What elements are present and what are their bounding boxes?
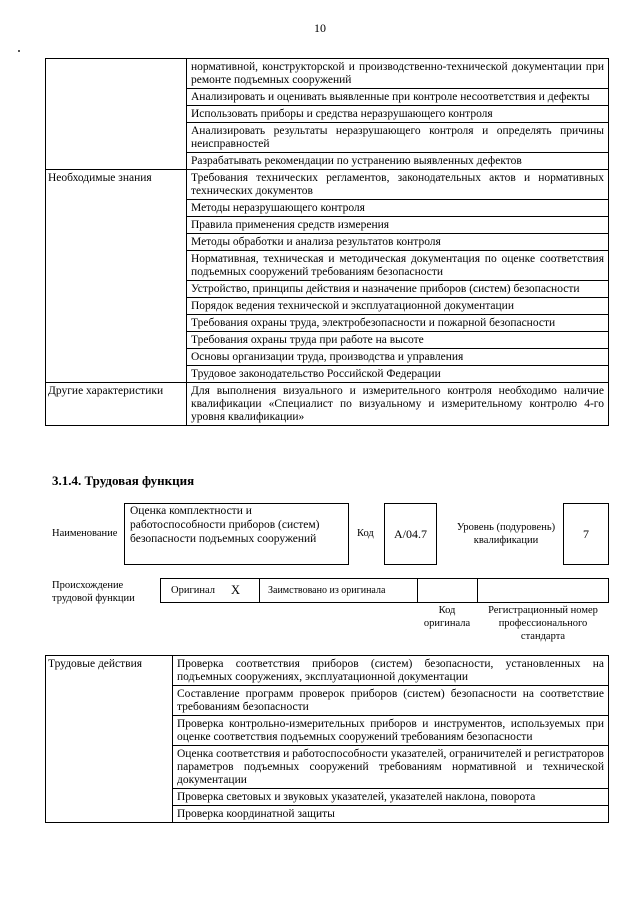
origin-divider-2 bbox=[417, 578, 418, 603]
labor-actions-table bbox=[45, 655, 609, 823]
name-label: Наименование bbox=[52, 528, 118, 539]
row-item: Составление программ проверок приборов (систем) безопасности на соответствие требованиям безопасности bbox=[173, 686, 609, 716]
page-number: 10 bbox=[314, 21, 326, 35]
name-value: Оценка комплектности и работоспособности приборов (систем) безопасности подъемных сооружений bbox=[130, 505, 320, 545]
row-item: Разрабатывать рекомендации по устранению выявленных дефектов bbox=[187, 153, 609, 170]
reg-number-caption: Регистрационный номер профессионального стандарта bbox=[488, 605, 598, 642]
row-item: Использовать приборы и средства неразрушающего контроля bbox=[187, 106, 609, 123]
row-item: Порядок ведения технической и эксплуатационной документации bbox=[187, 298, 609, 315]
table-row bbox=[46, 59, 609, 89]
row-item: Нормативная, техническая и методическая документация по оценке соответствия подъемных сооружений требованиям безопасности bbox=[187, 251, 609, 281]
original-mark: X bbox=[231, 583, 241, 597]
borrowed-label: Заимствовано из оригинала bbox=[268, 585, 386, 596]
original-label: Оригинал bbox=[171, 585, 215, 596]
origin-label: Происхождение трудовой функции bbox=[52, 580, 135, 604]
row-item: Основы организации труда, производства и управления bbox=[187, 349, 609, 366]
table-row bbox=[46, 383, 609, 426]
row-item: Анализировать результаты неразрушающего контроля и определять причины неисправностей bbox=[187, 123, 609, 153]
row-item: Требования охраны труда при работе на высоте bbox=[187, 332, 609, 349]
row-item: Устройство, принципы действия и назначение приборов (систем) безопасности bbox=[187, 281, 609, 298]
row-item: Трудовое законодательство Российской Федерации bbox=[187, 366, 609, 383]
row-label: Другие характеристики bbox=[46, 383, 187, 426]
scan-speck bbox=[18, 50, 20, 52]
requirements-table bbox=[45, 58, 609, 426]
row-item: Требования технических регламентов, законодательных актов и нормативных технических документов bbox=[187, 170, 609, 200]
row-item: Анализировать и оценивать выявленные при контроле несоответствия и дефекты bbox=[187, 89, 609, 106]
row-item: Правила применения средств измерения bbox=[187, 217, 609, 234]
row-label bbox=[46, 59, 187, 170]
row-item: Методы обработки и анализа результатов контроля bbox=[187, 234, 609, 251]
table-row bbox=[46, 656, 609, 686]
level-value: 7 bbox=[583, 527, 589, 541]
row-label: Необходимые знания bbox=[46, 170, 187, 383]
row-item: Проверка координатной защиты bbox=[173, 806, 609, 823]
row-item: Проверка контрольно-измерительных приборов и инструментов, используемых при оценке соответствия подъемных сооружений требованиям безопасности bbox=[173, 716, 609, 746]
row-item: нормативной, конструкторской и производственно-технической документации при ремонте подъемных сооружений bbox=[187, 59, 609, 89]
code-original-caption: Код оригинала bbox=[423, 605, 471, 629]
section-title: 3.1.4. Трудовая функция bbox=[52, 473, 195, 488]
origin-divider-1 bbox=[259, 578, 260, 603]
row-item: Требования охраны труда, электробезопасности и пожарной безопасности bbox=[187, 315, 609, 332]
origin-divider-3 bbox=[477, 578, 478, 603]
row-item: Методы неразрушающего контроля bbox=[187, 200, 609, 217]
row-item: Проверка соответствия приборов (систем) безопасности, установленных на подъемных сооружениях, эксплуатационной документации bbox=[173, 656, 609, 686]
table-row bbox=[46, 170, 609, 200]
code-value: A/04.7 bbox=[394, 527, 427, 541]
row-item: Для выполнения визуального и измерительного контроля необходимо наличие квалификации «Специалист по визуальному и измерительному контролю 4-го уровня квалификации» bbox=[187, 383, 609, 426]
row-label: Трудовые действия bbox=[46, 656, 173, 823]
row-item: Проверка световых и звуковых указателей, указателей наклона, поворота bbox=[173, 789, 609, 806]
level-label: Уровень (подуровень) квалификации bbox=[456, 522, 556, 546]
row-item: Оценка соответствия и работоспособности указателей, ограничителей и регистраторов параметров подъемных сооружений требованиям нормативной и технической документации bbox=[173, 746, 609, 789]
code-label: Код bbox=[357, 528, 374, 539]
